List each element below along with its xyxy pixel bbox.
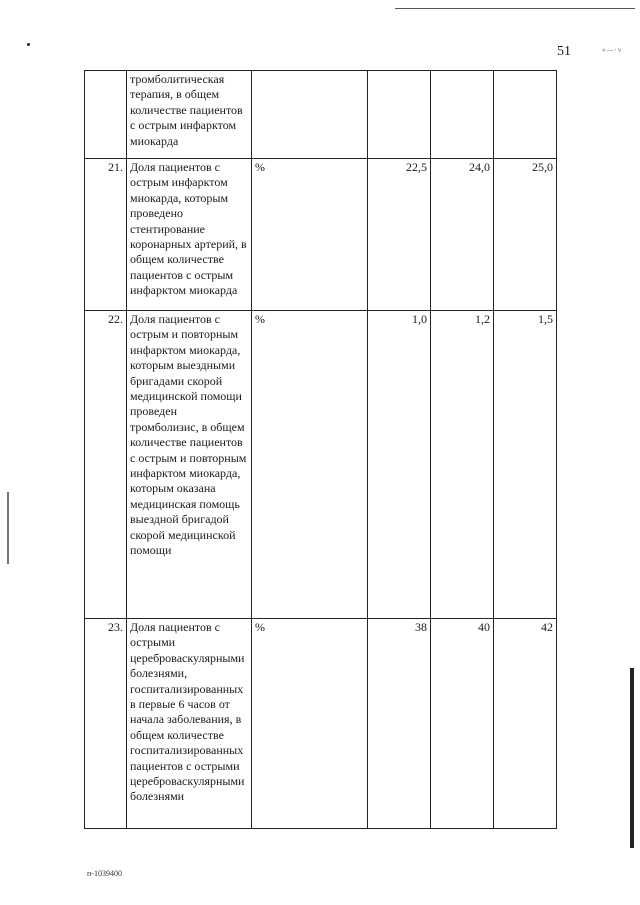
table-row — [85, 619, 557, 829]
table-row — [85, 311, 557, 619]
scan-artifact-right-bar — [630, 668, 634, 848]
value-year-3 — [494, 71, 557, 159]
value-year-2: 40 — [431, 619, 494, 829]
unit-cell: % — [252, 311, 368, 619]
row-number — [85, 71, 127, 159]
scan-artifact-left-bar — [7, 492, 9, 564]
scan-artifact-dot — [27, 43, 30, 46]
corner-mark: «—·v — [602, 46, 623, 54]
footer-code: п-1039400 — [87, 869, 122, 878]
value-year-1: 38 — [368, 619, 431, 829]
indicator-name: Доля пациентов с острым инфарктом миокарда, которым проведено стентирование коронарных артерий, в общем количестве пациентов с острым инфарктом миокарда — [127, 159, 252, 311]
value-year-1: 22,5 — [368, 159, 431, 311]
row-number: 22. — [85, 311, 127, 619]
value-year-3: 25,0 — [494, 159, 557, 311]
value-year-1: 1,0 — [368, 311, 431, 619]
unit-cell: % — [252, 159, 368, 311]
table-row — [85, 159, 557, 311]
value-year-3: 42 — [494, 619, 557, 829]
table-row — [85, 71, 557, 159]
indicator-name: тромболитическая терапия, в общем количестве пациентов с острым инфарктом миокарда — [127, 71, 252, 159]
value-year-2: 1,2 — [431, 311, 494, 619]
scan-artifact-line — [395, 8, 635, 9]
value-year-3: 1,5 — [494, 311, 557, 619]
page-number: 51 — [557, 44, 571, 59]
value-year-2 — [431, 71, 494, 159]
row-number: 21. — [85, 159, 127, 311]
indicator-name: Доля пациентов с острым и повторным инфарктом миокарда, которым выездными бригадами скорой медицинской помощи проведен тромболизис, в общем количестве пациентов с острым и повторным инфарктом миокарда, которым оказана медицинская помощь выездной бригадой скорой медицинской помощи — [127, 311, 252, 619]
unit-cell — [252, 71, 368, 159]
value-year-2: 24,0 — [431, 159, 494, 311]
unit-cell: % — [252, 619, 368, 829]
indicator-name: Доля пациентов с острыми цереброваскулярными болезнями, госпитализированных в первые 6 часов от начала заболевания, в общем количестве госпитализированных пациентов с острыми цереброваскулярными болезнями — [127, 619, 252, 829]
value-year-1 — [368, 71, 431, 159]
indicators-table — [84, 70, 557, 829]
row-number: 23. — [85, 619, 127, 829]
